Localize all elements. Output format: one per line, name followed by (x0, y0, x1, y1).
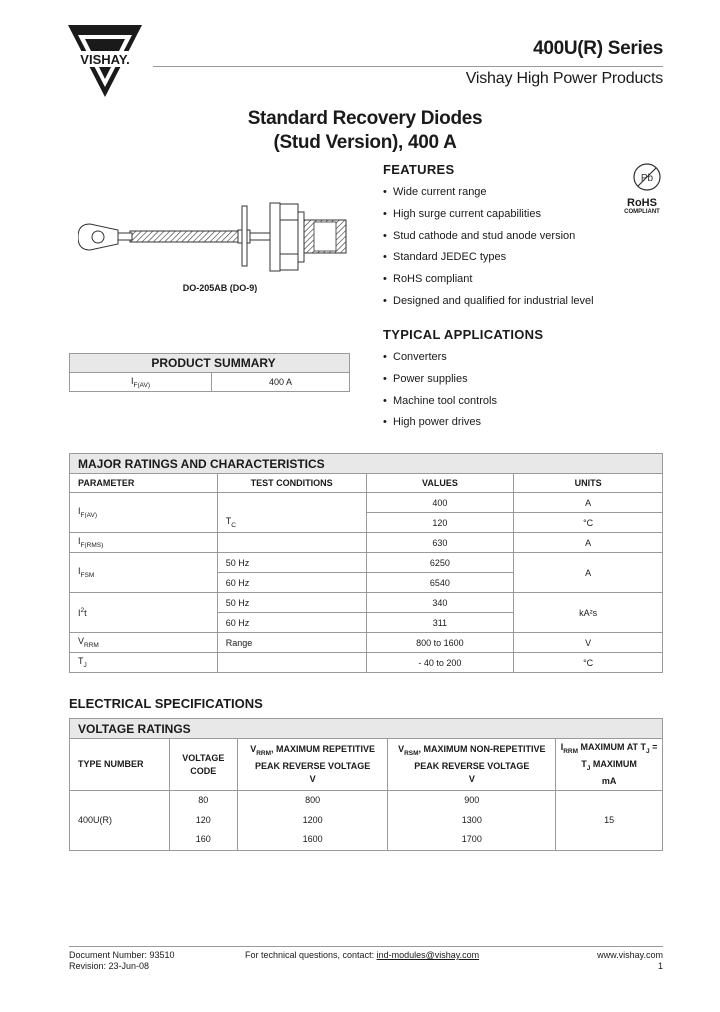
irrm-value: 15 (556, 791, 663, 851)
param-ifrms: $I_{F(RMS)}$ (70, 533, 218, 553)
product-summary-title: PRODUCT SUMMARY (70, 354, 350, 373)
code-value: 80 (198, 795, 209, 805)
package-caption: DO-205AB (DO-9) (182, 283, 258, 293)
vrsm-value: 900 (464, 795, 480, 805)
value-cell: 120 (366, 513, 514, 533)
document-title (210, 107, 520, 155)
list-item: • Wide current range (383, 185, 613, 207)
table-row (70, 553, 663, 573)
voltage-ratings-table (69, 718, 663, 851)
value-cell: - 40 to 200 (366, 653, 514, 673)
list-item: • High surge current capabilities (383, 207, 613, 229)
list-item: • Stud cathode and stud anode version (383, 229, 613, 251)
vrrm-values (237, 791, 388, 851)
value-cell: 311 (366, 613, 514, 633)
applications-list (383, 350, 613, 437)
table-row (70, 653, 663, 673)
title-line-2: (Stud Version), 400 A (273, 132, 457, 153)
division-name: Vishay High Power Products (465, 70, 663, 87)
footer-contact: For technical questions, contact: ind-modules@vishay.com (245, 950, 480, 960)
value-cell: 630 (366, 533, 514, 553)
table-row (70, 791, 663, 851)
col-header: $I_{RRM}$ MAXIMUM AT $T_J = T_J$ MAXIMUM mA (556, 739, 663, 791)
unit-cell: °C (514, 513, 663, 533)
code-value: 160 (195, 834, 211, 844)
table-row (70, 533, 663, 553)
electrical-heading: ELECTRICAL SPECIFICATIONS (69, 696, 263, 711)
param-ifav: $I_{F(AV)}$ (70, 493, 218, 533)
unit-cell: V (514, 633, 663, 653)
value-cell: 340 (366, 593, 514, 613)
table-header-row (70, 739, 663, 791)
cond-cell: 50 Hz (217, 593, 366, 613)
summary-param: $I_{F(AV)}$ (70, 373, 212, 392)
value-cell: 400 (366, 493, 514, 513)
footer-doc-info (69, 950, 175, 972)
col-header: VOLTAGE CODE (169, 739, 237, 791)
pb-free-icon (632, 162, 662, 192)
type-number: 400U(R) (70, 791, 170, 851)
brand-text: VISHAY. (80, 52, 130, 67)
vishay-logo (68, 25, 142, 97)
email-link[interactable]: ind-modules@vishay.com (376, 950, 480, 960)
col-header: VALUES (366, 474, 514, 493)
diode-drawing (78, 198, 358, 278)
vrsm-value: 1700 (461, 834, 482, 844)
header-rule (153, 66, 663, 67)
unit-cell: A (514, 553, 663, 593)
col-header: $V_{RSM}$, MAXIMUM NON-REPETITIVE PEAK REVERSE VOLTAGE V (388, 739, 556, 791)
list-item: • Designed and qualified for industrial level (383, 294, 613, 316)
table-row (70, 633, 663, 653)
pb-text: Pb (640, 173, 653, 184)
param-vrrm: $V_{RRM}$ (70, 633, 218, 653)
col-header: PARAMETER (70, 474, 218, 493)
param-tj: $T_J$ (70, 653, 218, 673)
revision: Revision: 23-Jun-08 (69, 961, 150, 971)
features-heading: FEATURES (383, 162, 455, 177)
vrrm-value: 1600 (302, 834, 323, 844)
vrrm-value: 1200 (302, 814, 323, 825)
footer-right (597, 950, 663, 972)
col-header: UNITS (514, 474, 663, 493)
table-row (70, 593, 663, 613)
col-header: TYPE NUMBER (70, 739, 170, 791)
list-item: • Machine tool controls (383, 394, 613, 416)
page-number: 1 (657, 961, 663, 971)
rohs-label: RoHS (627, 197, 657, 209)
website: www.vishay.com (597, 950, 663, 960)
major-ratings-table (69, 453, 663, 673)
rohs-badge (618, 162, 666, 226)
table-row (70, 493, 663, 513)
title-line-1: Standard Recovery Diodes (247, 108, 483, 129)
rohs-sublabel: COMPLIANT (624, 209, 660, 215)
list-item: • High power drives (383, 415, 613, 437)
unit-cell: °C (514, 653, 663, 673)
summary-value: 400 A (212, 373, 350, 392)
cond-cell: 60 Hz (217, 573, 366, 593)
series-title: 400U(R) Series (533, 38, 663, 59)
cond-cell: Range (217, 633, 366, 653)
code-value: 120 (195, 814, 211, 825)
product-summary-table (69, 353, 350, 392)
col-header: TEST CONDITIONS (217, 474, 366, 493)
table-header-row (70, 474, 663, 493)
applications-heading: TYPICAL APPLICATIONS (383, 327, 544, 342)
unit-cell: kA²s (514, 593, 663, 633)
value-cell: 6540 (366, 573, 514, 593)
table-row (70, 373, 350, 392)
cond-tc: $T_C$ (217, 513, 366, 533)
voltage-codes (169, 791, 237, 851)
list-item: • Power supplies (383, 372, 613, 394)
voltage-ratings-title: VOLTAGE RATINGS (70, 719, 663, 739)
list-item: • Standard JEDEC types (383, 250, 613, 272)
value-cell: 800 to 1600 (366, 633, 514, 653)
unit-cell: A (514, 493, 663, 513)
features-list (383, 185, 613, 316)
list-item: • RoHS compliant (383, 272, 613, 294)
vrrm-value: 800 (305, 795, 321, 805)
vrsm-values (388, 791, 556, 851)
ratings-title: MAJOR RATINGS AND CHARACTERISTICS (70, 454, 663, 474)
footer-rule (69, 946, 663, 947)
doc-number: Document Number: 93510 (69, 950, 175, 960)
unit-cell: A (514, 533, 663, 553)
cond-cell: 60 Hz (217, 613, 366, 633)
list-item: • Converters (383, 350, 613, 372)
param-i2t: $I^2t$ (70, 593, 218, 633)
vrsm-value: 1300 (461, 814, 482, 825)
param-ifsm: $I_{FSM}$ (70, 553, 218, 593)
col-header: $V_{RRM}$, MAXIMUM REPETITIVE PEAK REVERSE VOLTAGE V (237, 739, 388, 791)
value-cell: 6250 (366, 553, 514, 573)
cond-cell: 50 Hz (217, 553, 366, 573)
